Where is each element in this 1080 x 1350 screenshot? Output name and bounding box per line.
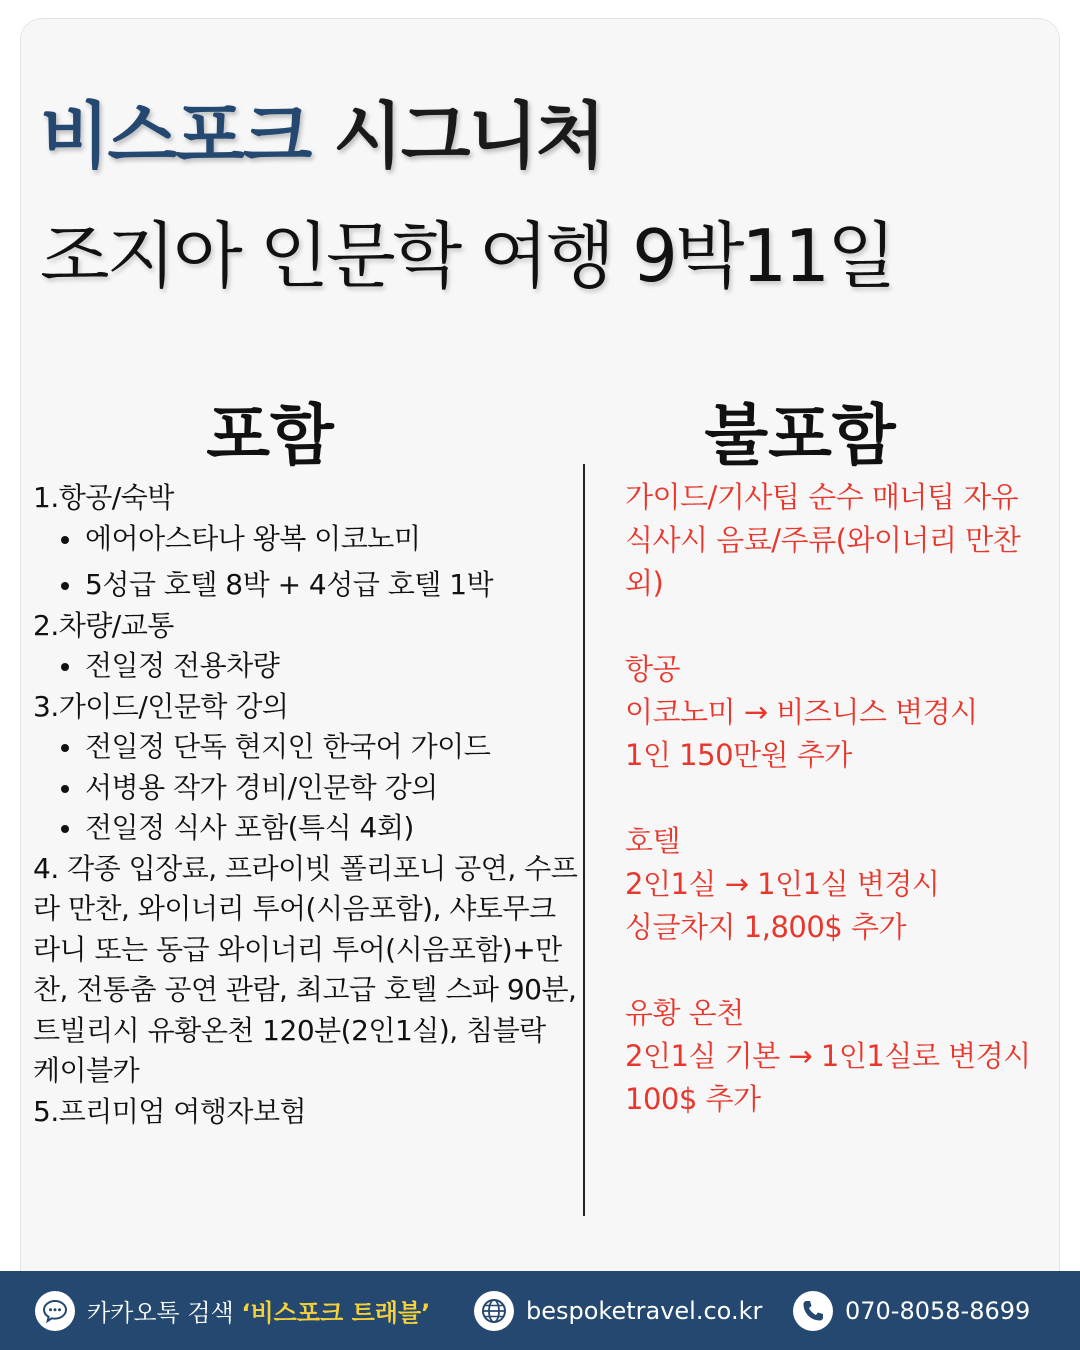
included-sub-item: 전일정 단독 현지인 한국어 가이드 — [33, 727, 578, 768]
excluded-line: 2인1실 → 1인1실 변경시 — [625, 867, 940, 901]
included-sub-item: 전일정 전용차량 — [33, 646, 578, 687]
phone-text: 070-8058-8699 — [845, 1296, 1031, 1325]
included-sub-item: 5성급 호텔 8박 + 4성급 호텔 1박 — [33, 565, 578, 606]
chat-bubble-icon — [35, 1291, 75, 1331]
footer-bar — [0, 1271, 1080, 1350]
excluded-line: 이코노미 → 비즈니스 변경시 — [625, 695, 978, 729]
excluded-line: 호텔 — [625, 824, 681, 858]
excluded-block — [625, 820, 1065, 949]
included-sub-item: 에어아스타나 왕복 이코노미 — [33, 519, 578, 560]
excluded-block — [625, 992, 1065, 1121]
page-title-line1 — [40, 78, 604, 182]
included-category: 4. 각종 입장료, 프라이빗 폴리포니 공연, 수프라 만찬, 와이너리 투어(시음포함), 샤토무크라니 또는 동급 와이너리 투어(시음포함)+만찬, 전통춤 공연 관람, 최고급 호텔 스파 90분, 트빌리시 유황온천 120분(2인1실), 침블락 케이블카 — [33, 851, 578, 1087]
included-category: 3.가이드/인문학 강의 — [33, 689, 289, 723]
column-divider — [583, 464, 585, 1216]
globe-icon — [474, 1291, 514, 1331]
excluded-heading: 불포함 — [704, 397, 896, 474]
kakao-contact[interactable] — [35, 1271, 430, 1350]
excluded-line: 외) — [625, 566, 664, 600]
excluded-line: 가이드/기사팁 순수 매너팁 자유 — [625, 480, 1019, 514]
excluded-line: 식사시 음료/주류(와이너리 만찬 — [625, 523, 1021, 557]
website-link[interactable] — [474, 1271, 762, 1350]
excluded-line: 2인1실 기본 → 1인1실로 변경시 — [625, 1039, 1031, 1073]
phone-contact[interactable] — [793, 1271, 1030, 1350]
included-category: 1.항공/숙박 — [33, 481, 174, 514]
excluded-line: 싱글차지 1,800$ 추가 — [625, 910, 906, 944]
page-title-line2: 조지아 인문학 여행 9박11일 — [40, 214, 894, 298]
excluded-line: 항공 — [625, 652, 681, 686]
included-category: 2.차량/교통 — [33, 608, 174, 642]
included-sub-item: 전일정 식사 포함(특식 4회) — [33, 808, 578, 849]
kakao-text — [87, 1293, 430, 1328]
included-sub-item: 서병용 작가 경비/인문학 강의 — [33, 768, 578, 809]
excluded-line: 1인 150만원 추가 — [625, 738, 852, 772]
included-category: 5.프리미엄 여행자보험 — [33, 1094, 307, 1128]
excluded-line: 유황 온천 — [625, 996, 744, 1030]
included-heading: 포함 — [206, 397, 334, 474]
phone-icon — [793, 1291, 833, 1331]
website-text: bespoketravel.co.kr — [526, 1296, 763, 1325]
excluded-list — [625, 476, 1065, 1164]
excluded-block — [625, 648, 1065, 777]
kakao-keyword: ‘비스포크 트래블’ — [241, 1299, 431, 1327]
title-signature: 시그니처 — [333, 94, 604, 178]
excluded-block — [625, 476, 1065, 605]
excluded-line: 100$ 추가 — [625, 1082, 761, 1116]
kakao-prefix: 카카오톡 검색 — [87, 1299, 242, 1327]
included-list — [33, 478, 578, 1132]
title-brand: 비스포크 — [40, 94, 311, 178]
